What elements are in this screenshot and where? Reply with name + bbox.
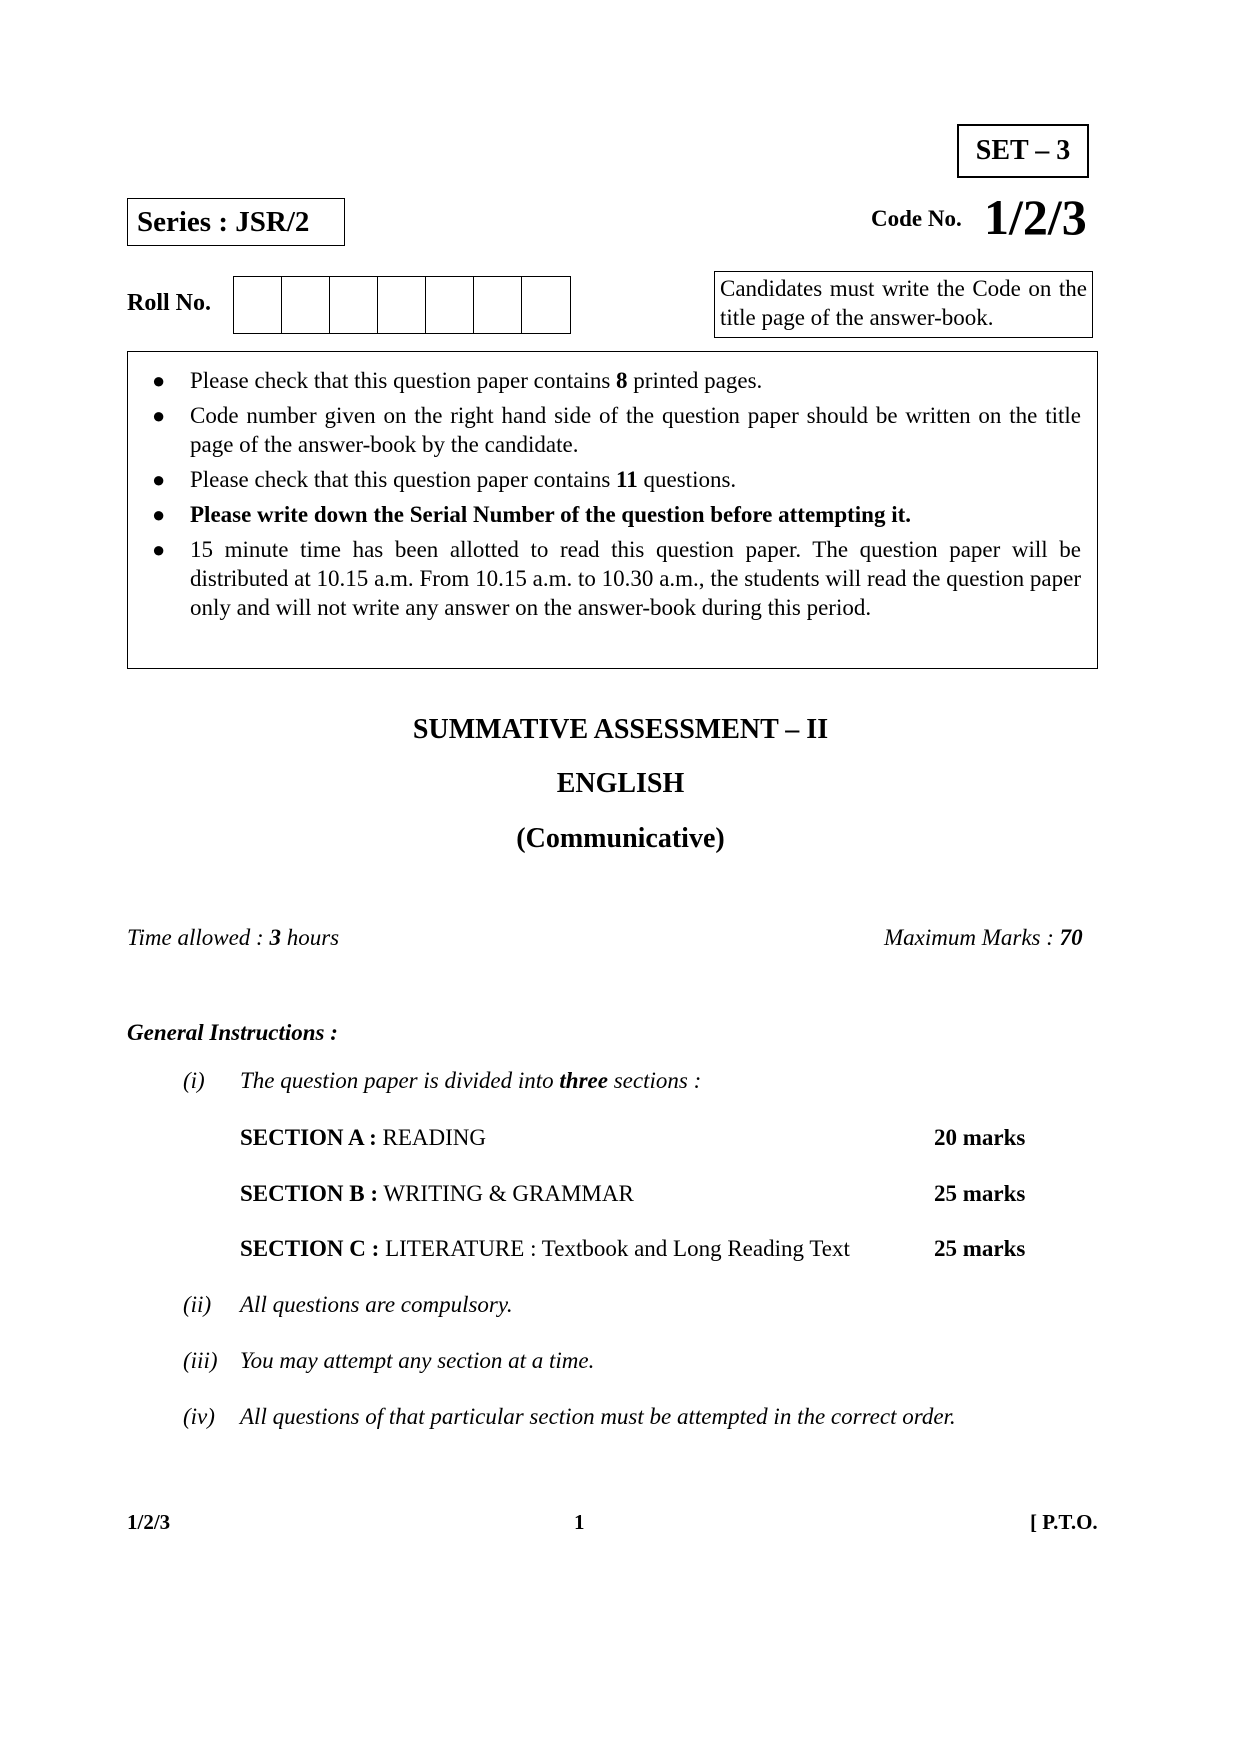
series-box bbox=[127, 198, 345, 246]
maximum-marks: Maximum Marks : 70 bbox=[884, 925, 1083, 950]
pto-label: [ P.T.O. bbox=[1030, 1510, 1098, 1534]
notice-item: ● Please check that this question paper contains 11 questions. bbox=[152, 467, 737, 492]
roll-number-boxes bbox=[233, 276, 571, 334]
subject-title: ENGLISH bbox=[556, 768, 685, 799]
bullet-icon: ● bbox=[152, 502, 166, 527]
instruction-text: All questions are compulsory. bbox=[240, 1292, 513, 1317]
notice-list bbox=[146, 366, 1081, 622]
bullet-icon: ● bbox=[152, 368, 166, 393]
instruction-text: You may attempt any section at a time. bbox=[240, 1348, 595, 1373]
section-a-marks: 20 marks bbox=[934, 1125, 1026, 1150]
notice-item: ● Please check that this question paper contains 8 printed pages. bbox=[152, 368, 763, 393]
roll-digit-box bbox=[282, 277, 330, 333]
bullet-icon: ● bbox=[152, 403, 166, 428]
series-label: Series : JSR/2 bbox=[137, 205, 310, 238]
time-allowed: Time allowed : 3 hours bbox=[127, 925, 340, 950]
roll-digit-box bbox=[426, 277, 474, 333]
footer-code: 1/2/3 bbox=[127, 1510, 171, 1534]
instruction-number: (iii) bbox=[183, 1348, 218, 1373]
instruction-number: (iv) bbox=[183, 1404, 215, 1429]
instruction-text: All questions of that particular section must be attempted in the correct order. bbox=[240, 1404, 956, 1429]
instruction-text: The question paper is divided into three sections : bbox=[240, 1068, 702, 1093]
section-b-row: SECTION B : WRITING & GRAMMAR bbox=[240, 1181, 634, 1206]
page-number: 1 bbox=[574, 1510, 585, 1534]
bullet-icon: ● bbox=[152, 537, 166, 562]
instruction-number: (i) bbox=[183, 1068, 205, 1093]
bullet-icon: ● bbox=[152, 467, 166, 492]
set-number-box bbox=[957, 124, 1089, 178]
set-label: SET – 3 bbox=[975, 135, 1071, 166]
notice-item: ● 15 minute time has been allotted to read this question paper. The question paper will be distributed at 10.15 a.m. From 10.15 a.m. to 10.30 a.m., the students will read the question paper only and will not write any answer on the answer-book during this period. bbox=[152, 537, 1081, 620]
notice-box bbox=[127, 351, 1098, 669]
section-c-marks: 25 marks bbox=[934, 1236, 1026, 1261]
section-b-marks: 25 marks bbox=[934, 1181, 1026, 1206]
roll-digit-box bbox=[330, 277, 378, 333]
roll-number-label: Roll No. bbox=[127, 290, 211, 316]
roll-digit-box bbox=[378, 277, 426, 333]
notice-item: ● Code number given on the right hand side of the question paper should be written on the title page of the answer-book by the candidate. bbox=[152, 403, 1081, 457]
roll-digit-box bbox=[474, 277, 522, 333]
candidate-note: Candidates must write the Code on the title page of the answer-book. bbox=[714, 271, 1093, 338]
roll-digit-box bbox=[234, 277, 282, 333]
roll-digit-box bbox=[522, 277, 570, 333]
code-label: Code No. bbox=[871, 206, 962, 231]
instruction-number: (ii) bbox=[183, 1292, 212, 1317]
notice-item: ● Please write down the Serial Number of the question before attempting it. bbox=[152, 502, 912, 527]
general-instructions-heading: General Instructions : bbox=[127, 1020, 338, 1045]
assessment-title: SUMMATIVE ASSESSMENT – II bbox=[412, 714, 829, 745]
section-c-row: SECTION C : LITERATURE : Textbook and Long Reading Text bbox=[240, 1236, 850, 1261]
section-a-row: SECTION A : READING bbox=[240, 1125, 487, 1150]
code-value: 1/2/3 bbox=[984, 189, 1087, 245]
variant-title: (Communicative) bbox=[516, 823, 725, 854]
